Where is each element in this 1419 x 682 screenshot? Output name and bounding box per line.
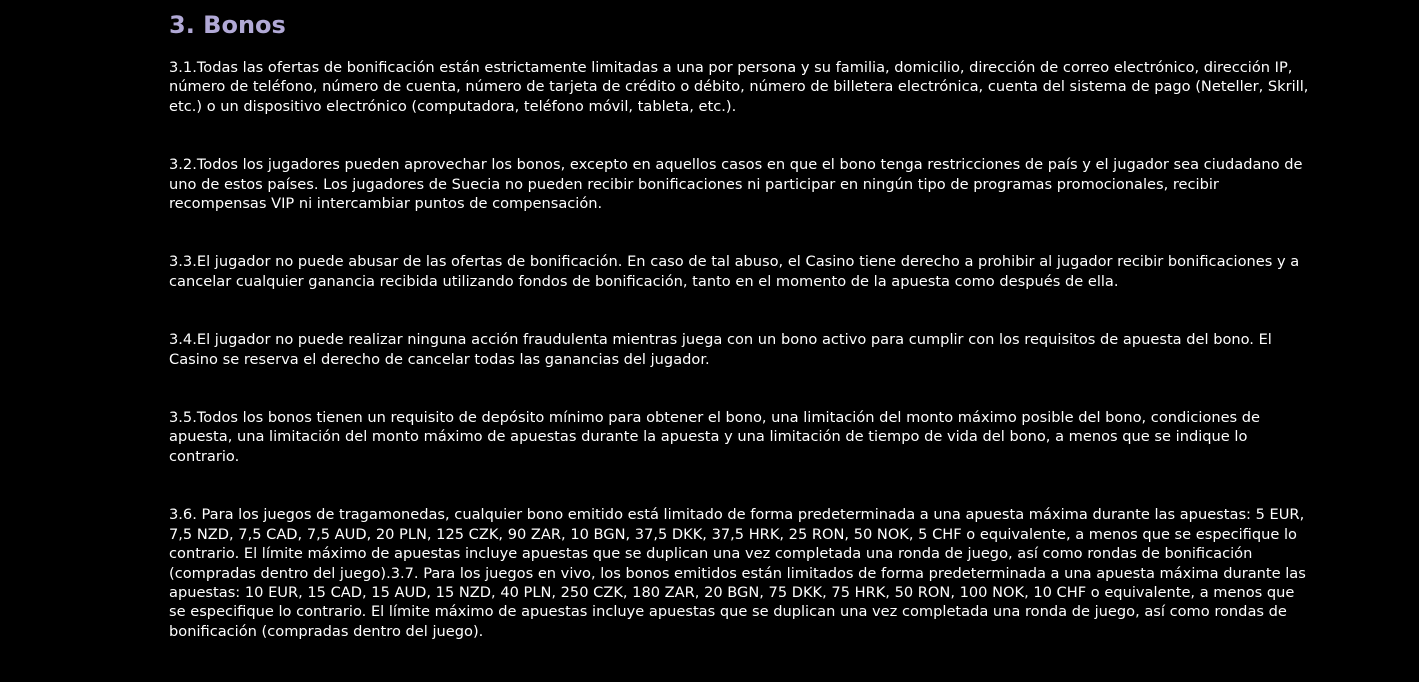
clause-3-6: 3.6. Para los juegos de tragamonedas, cualquier bono emitido está limitado de forma predeterminada a una apuesta máxima durante las apuestas: 5 EUR, 7,5 NZD, 7,5 CAD, 7,5 AUD, 20 PLN, 125 CZK, 90 ZAR, 10 BGN, 37,5 DKK, 37,5 HRK, 25 RON, 50 NOK, 5 CHF o equivalente, a menos que se especifique lo contrario. El límite máximo de apuestas incluye apuestas que se duplican una vez completada una ronda de juego, así como rondas de bonificación (compradas dentro del juego).3.7. Para los juegos en vivo, los bonos emitidos están limitados de forma predeterminada a una apuesta máxima durante las apuestas: 10 EUR, 15 CAD, 15 AUD, 15 NZD, 40 PLN, 250 CZK, 180 ZAR, 20 BGN, 75 DKK, 75 HRK, 50 RON, 100 NOK, 10 CHF o equivalente, a menos que se especifique lo contrario. El límite máximo de apuestas incluye apuestas que se duplican una vez completada una ronda de juego, así como rondas de bonificación (compradas dentro del juego). (169, 506, 1306, 640)
bonus-terms-section (169, 10, 1309, 641)
clause-3-5: 3.5.Todos los bonos tienen un requisito de depósito mínimo para obtener el bono, una limitación del monto máximo posible del bono, condiciones de apuesta, una limitación del monto máximo de apuestas durante la apuesta y una limitación de tiempo de vida del bono, a menos que se indique lo contrario. (169, 409, 1261, 465)
clause-3-1: 3.1.Todas las ofertas de bonificación están estrictamente limitadas a una por persona y su familia, domicilio, dirección de correo electrónico, dirección IP, número de teléfono, número de cuenta, número de tarjeta de crédito o débito, número de billetera electrónica, cuenta del sistema de pago (Neteller, Skrill, etc.) o un dispositivo electrónico (computadora, teléfono móvil, tableta, etc.). (169, 59, 1309, 115)
clause-3-3: 3.3.El jugador no puede abusar de las ofertas de bonificación. En caso de tal abuso, el Casino tiene derecho a prohibir al jugador recibir bonificaciones y a cancelar cualquier ganancia recibida utilizando fondos de bonificación, tanto en el momento de la apuesta como después de ella. (169, 253, 1300, 290)
section-title: 3. Bonos (169, 11, 286, 39)
clause-3-2: 3.2.Todos los jugadores pueden aprovechar los bonos, excepto en aquellos casos en que el bono tenga restricciones de país y el jugador sea ciudadano de uno de estos países. Los jugadores de Suecia no pueden recibir bonificaciones ni participar en ningún tipo de programas promocionales, recibir recompensas VIP ni intercambiar puntos de compensación. (169, 156, 1303, 213)
clause-3-4: 3.4.El jugador no puede realizar ninguna acción fraudulenta mientras juega con un bono activo para cumplir con los requisitos de apuesta del bono. El Casino se reserva el derecho de cancelar todas las ganancias del jugador. (169, 331, 1272, 368)
